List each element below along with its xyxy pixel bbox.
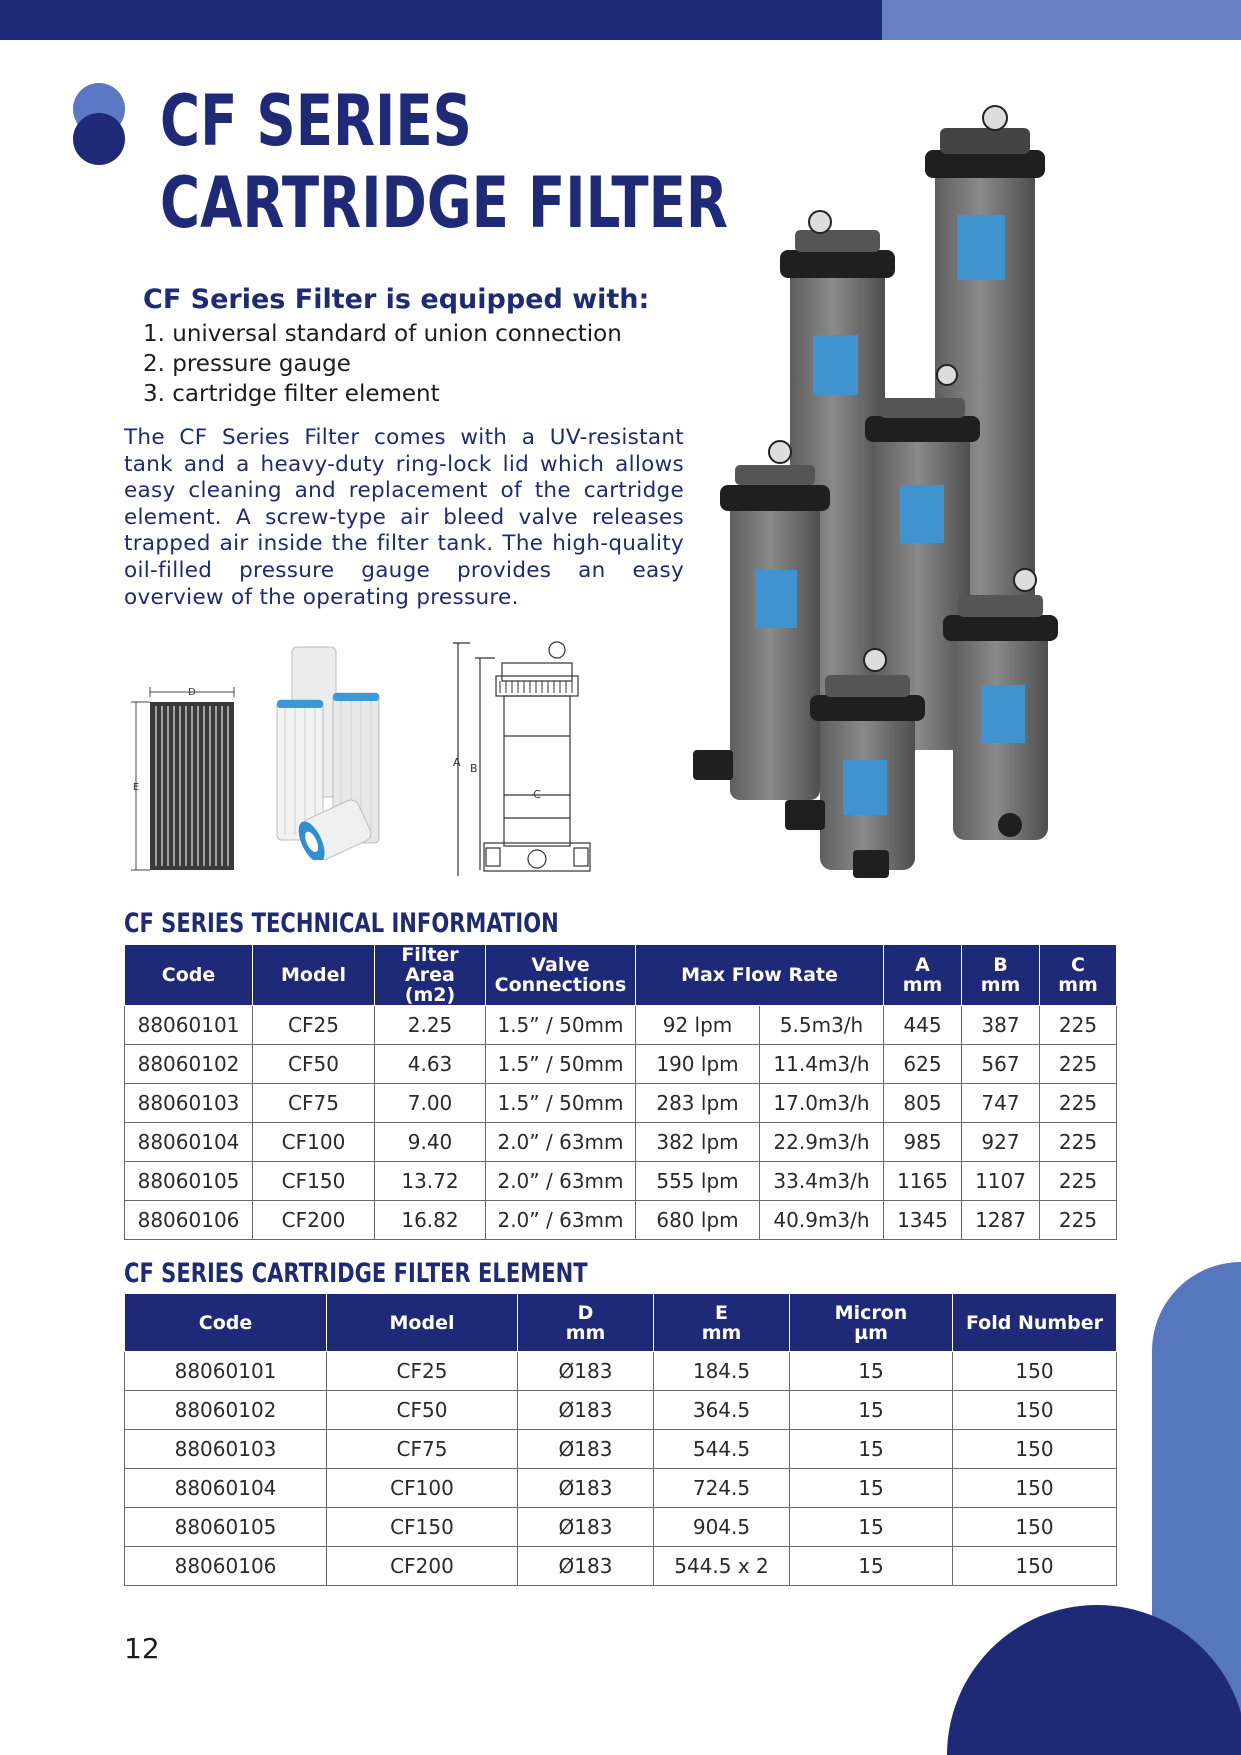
top-bar-light: [882, 0, 1241, 40]
cell-d: Ø183: [518, 1469, 654, 1508]
cell-valve: 1.5” / 50mm: [486, 1045, 636, 1084]
table-row: [125, 1123, 1117, 1162]
cell-fold: 150: [953, 1469, 1117, 1508]
table-header-row: [125, 1294, 1117, 1352]
cell-c: 225: [1040, 1084, 1117, 1123]
cell-flow-lpm: 92 lpm: [636, 1006, 760, 1045]
table-row: [125, 1352, 1117, 1391]
dimension-label-b: B: [470, 762, 478, 775]
cell-valve: 1.5” / 50mm: [486, 1084, 636, 1123]
technical-info-table: [124, 944, 1117, 1240]
product-photo-filters: [685, 100, 1070, 880]
column-header-code: Code: [125, 945, 253, 1006]
cell-area: 13.72: [375, 1162, 486, 1201]
cell-valve: 2.0” / 63mm: [486, 1162, 636, 1201]
cell-flow-m3h: 17.0m3/h: [760, 1084, 884, 1123]
cell-flow-lpm: 382 lpm: [636, 1123, 760, 1162]
cell-micron: 15: [790, 1391, 953, 1430]
equipped-item: 3. cartridge filter element: [143, 381, 440, 407]
equipped-heading: CF Series Filter is equipped with:: [143, 284, 650, 315]
cell-micron: 15: [790, 1469, 953, 1508]
table-row: [125, 1201, 1117, 1240]
cell-e: 904.5: [654, 1508, 790, 1547]
cell-model: CF50: [253, 1045, 375, 1084]
cell-model: CF50: [327, 1391, 518, 1430]
cell-e: 544.5: [654, 1430, 790, 1469]
cell-model: CF25: [253, 1006, 375, 1045]
cell-a: 625: [884, 1045, 962, 1084]
cell-b: 387: [962, 1006, 1040, 1045]
cartridges-illustration: [275, 645, 393, 860]
column-header-valve: Valve Connections: [486, 945, 636, 1006]
cell-flow-m3h: 5.5m3/h: [760, 1006, 884, 1045]
table-row: [125, 1469, 1117, 1508]
dimension-label-d: D: [188, 687, 196, 698]
cell-model: CF200: [253, 1201, 375, 1240]
table-header-row: [125, 945, 1117, 1006]
cell-model: CF75: [253, 1084, 375, 1123]
cell-e: 544.5 x 2: [654, 1547, 790, 1586]
cell-valve: 1.5” / 50mm: [486, 1006, 636, 1045]
cell-fold: 150: [953, 1547, 1117, 1586]
cell-model: CF100: [253, 1123, 375, 1162]
cell-c: 225: [1040, 1162, 1117, 1201]
table-row: [125, 1547, 1117, 1586]
column-header-model: Model: [253, 945, 375, 1006]
cell-c: 225: [1040, 1045, 1117, 1084]
cell-area: 16.82: [375, 1201, 486, 1240]
cell-code: 88060102: [125, 1391, 327, 1430]
cell-code: 88060102: [125, 1045, 253, 1084]
table-row: [125, 1084, 1117, 1123]
dimension-label-a: A: [453, 756, 461, 769]
cell-code: 88060106: [125, 1547, 327, 1586]
page-title: [160, 80, 728, 244]
page-number: 12: [124, 1632, 160, 1665]
cell-model: CF150: [253, 1162, 375, 1201]
column-header-model: Model: [327, 1294, 518, 1352]
cell-code: 88060103: [125, 1430, 327, 1469]
cell-c: 225: [1040, 1201, 1117, 1240]
cell-b: 1287: [962, 1201, 1040, 1240]
column-header-b: B mm: [962, 945, 1040, 1006]
column-header-d: D mm: [518, 1294, 654, 1352]
title-line-1: CF SERIES: [160, 80, 472, 162]
cell-area: 4.63: [375, 1045, 486, 1084]
cell-area: 9.40: [375, 1123, 486, 1162]
cell-flow-lpm: 283 lpm: [636, 1084, 760, 1123]
cell-c: 225: [1040, 1123, 1117, 1162]
column-header-a: A mm: [884, 945, 962, 1006]
cell-model: CF75: [327, 1430, 518, 1469]
cell-e: 184.5: [654, 1352, 790, 1391]
cell-flow-m3h: 40.9m3/h: [760, 1201, 884, 1240]
cell-flow-lpm: 190 lpm: [636, 1045, 760, 1084]
equipped-item: 2. pressure gauge: [143, 351, 351, 377]
table-row: [125, 1430, 1117, 1469]
dimension-label-e: E: [132, 782, 140, 793]
cell-micron: 15: [790, 1352, 953, 1391]
table-row: [125, 1162, 1117, 1201]
cell-b: 927: [962, 1123, 1040, 1162]
cell-fold: 150: [953, 1352, 1117, 1391]
title-line-2: CARTRIDGE FILTER: [160, 162, 728, 244]
column-header-flow: Max Flow Rate: [636, 945, 884, 1006]
technical-info-heading: CF SERIES TECHNICAL INFORMATION: [124, 908, 559, 939]
cell-e: 724.5: [654, 1469, 790, 1508]
cell-b: 747: [962, 1084, 1040, 1123]
cell-fold: 150: [953, 1430, 1117, 1469]
cell-model: CF25: [327, 1352, 518, 1391]
table-row: [125, 1391, 1117, 1430]
cell-model: CF200: [327, 1547, 518, 1586]
cell-fold: 150: [953, 1508, 1117, 1547]
cell-d: Ø183: [518, 1508, 654, 1547]
cell-code: 88060101: [125, 1006, 253, 1045]
cell-b: 567: [962, 1045, 1040, 1084]
cell-code: 88060104: [125, 1123, 253, 1162]
column-header-fold-number: Fold Number: [953, 1294, 1117, 1352]
cell-fold: 150: [953, 1391, 1117, 1430]
cell-code: 88060105: [125, 1508, 327, 1547]
column-header-code: Code: [125, 1294, 327, 1352]
cell-micron: 15: [790, 1430, 953, 1469]
cell-d: Ø183: [518, 1391, 654, 1430]
cell-model: CF150: [327, 1508, 518, 1547]
cartridge-element-diagram: [128, 680, 240, 876]
decorative-dark-circle: [947, 1605, 1241, 1755]
cell-valve: 2.0” / 63mm: [486, 1123, 636, 1162]
equipped-list: [143, 319, 622, 409]
column-header-micron: Micron µm: [790, 1294, 953, 1352]
column-header-e: E mm: [654, 1294, 790, 1352]
table-row: [125, 1508, 1117, 1547]
cell-flow-lpm: 680 lpm: [636, 1201, 760, 1240]
cell-d: Ø183: [518, 1352, 654, 1391]
equipped-item: 1. universal standard of union connection: [143, 321, 622, 347]
cell-a: 1345: [884, 1201, 962, 1240]
cell-b: 1107: [962, 1162, 1040, 1201]
table-row: [125, 1006, 1117, 1045]
cell-valve: 2.0” / 63mm: [486, 1201, 636, 1240]
cell-code: 88060101: [125, 1352, 327, 1391]
cell-area: 2.25: [375, 1006, 486, 1045]
table-row: [125, 1045, 1117, 1084]
cell-a: 445: [884, 1006, 962, 1045]
cell-e: 364.5: [654, 1391, 790, 1430]
filter-element-table: [124, 1293, 1117, 1586]
cell-micron: 15: [790, 1508, 953, 1547]
cell-d: Ø183: [518, 1430, 654, 1469]
title-dot-dark: [73, 113, 125, 165]
cell-area: 7.00: [375, 1084, 486, 1123]
cell-code: 88060105: [125, 1162, 253, 1201]
cell-model: CF100: [327, 1469, 518, 1508]
cell-code: 88060106: [125, 1201, 253, 1240]
cell-flow-m3h: 33.4m3/h: [760, 1162, 884, 1201]
cell-micron: 15: [790, 1547, 953, 1586]
cell-a: 805: [884, 1084, 962, 1123]
cell-flow-m3h: 22.9m3/h: [760, 1123, 884, 1162]
cell-a: 1165: [884, 1162, 962, 1201]
cell-c: 225: [1040, 1006, 1117, 1045]
dimension-label-c: C: [533, 788, 541, 801]
cell-a: 985: [884, 1123, 962, 1162]
cell-code: 88060103: [125, 1084, 253, 1123]
cell-flow-m3h: 11.4m3/h: [760, 1045, 884, 1084]
cell-flow-lpm: 555 lpm: [636, 1162, 760, 1201]
column-header-filter-area: Filter Area (m2): [375, 945, 486, 1006]
cell-d: Ø183: [518, 1547, 654, 1586]
column-header-c: C mm: [1040, 945, 1117, 1006]
cell-code: 88060104: [125, 1469, 327, 1508]
top-bar-dark: [0, 0, 882, 40]
housing-dimension-drawing: [450, 638, 605, 878]
filter-element-heading: CF SERIES CARTRIDGE FILTER ELEMENT: [124, 1258, 588, 1289]
description-paragraph: The CF Series Filter comes with a UV-resistant tank and a heavy-duty ring-lock lid which allows easy cleaning and replacement of the cartridge element. A screw-type air bleed valve releases trapped air inside the filter tank. The high-quality oil-filled pressure gauge provides an easy overview of the operating pressure.: [124, 425, 684, 610]
